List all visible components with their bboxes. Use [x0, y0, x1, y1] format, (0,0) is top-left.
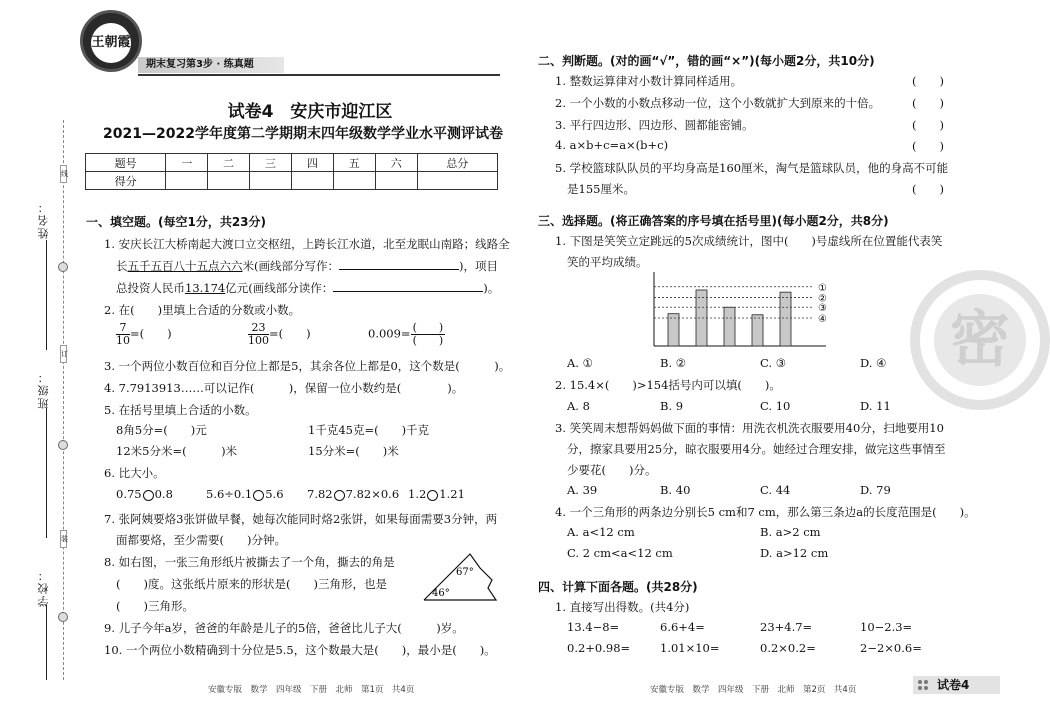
name-label: 姓名：	[37, 200, 50, 239]
q2-item-2	[248, 322, 311, 347]
torn-triangle-figure	[418, 550, 500, 606]
q1-answer-blank[interactable]	[333, 291, 483, 292]
chart-reference-label-1: ①	[818, 282, 827, 294]
score-cell[interactable]	[417, 172, 497, 190]
q1-text: 米(画线部分写作：	[242, 259, 339, 273]
calc-item: 1.01×10=	[660, 641, 720, 655]
class-fill-line	[46, 408, 47, 538]
q6-compare-1	[116, 487, 173, 501]
chart-bar-4	[752, 315, 763, 346]
q1-line1: 1. 安庆长江大桥南起大渡口立交枢纽，上跨长江水道，北至龙眠山南路；线路全	[104, 237, 510, 251]
score-cell[interactable]	[166, 172, 208, 190]
fraction	[116, 322, 130, 347]
q7-line1: 7. 张阿姨要烙3张饼做早餐，她每次能同时烙2张饼，如果每面需要3分钟，两	[104, 512, 498, 526]
choice-q3-option-c[interactable]: C. 44	[760, 483, 791, 497]
score-header-cell: 二	[208, 154, 250, 172]
q5-item: 1千克45克=( )千克	[308, 423, 430, 437]
footer-right: 安徽专版 数学 四年级 下册 北师 第2页 共4页	[650, 685, 857, 695]
score-header-cell: 总分	[417, 154, 497, 172]
score-cell[interactable]	[375, 172, 417, 190]
score-cell[interactable]	[333, 172, 375, 190]
binding-mark-bind: 装	[60, 530, 67, 548]
binding-mark-order: 订	[60, 345, 67, 363]
score-header-cell: 五	[333, 154, 375, 172]
choice-q2-option-c[interactable]: C. 10	[760, 399, 791, 413]
q8-line1: 8. 如右图，一张三角形纸片被撕去了一个角，撕去的角是	[104, 555, 395, 569]
score-header-cell: 题号	[86, 154, 166, 172]
header-rule	[138, 74, 500, 76]
brand-logo	[80, 10, 142, 72]
choice-q4-option-c[interactable]: C. 2 cm<a<12 cm	[567, 546, 673, 560]
calc-item: 0.2+0.98=	[567, 641, 631, 655]
score-header-cell: 六	[375, 154, 417, 172]
binding-mark-line: 线	[60, 165, 67, 183]
score-table	[85, 153, 498, 190]
chart-reference-label-4: ④	[818, 314, 827, 325]
q1-text: 亿元(画线部分读作：	[225, 281, 334, 295]
q2-prefix: 0.009=	[368, 326, 411, 341]
q2-suffix: =( )	[269, 326, 311, 341]
choice-q1-option-c[interactable]: C. ③	[760, 356, 787, 370]
chart-bar-5	[780, 292, 791, 346]
secret-watermark-glyph: 密	[934, 294, 1026, 386]
brand-logo-text: 王朝霞	[91, 23, 131, 63]
judge-item-2: 2. 一个小数的小数点移动一位，这个小数就扩大到原来的十倍。	[555, 96, 881, 110]
q2-item-3	[368, 322, 445, 347]
q1-line2	[116, 258, 498, 274]
choice-q1-line2: 笑的平均成绩。	[567, 255, 648, 269]
section3-heading: 三、选择题。(将正确答案的序号填在括号里)(每小题2分，共8分)	[538, 214, 889, 228]
class-label: 班级：	[37, 370, 50, 409]
footer-left: 安徽专版 数学 四年级 下册 北师 第1页 共4页	[208, 685, 415, 695]
choice-q2-option-b[interactable]: B. 9	[660, 399, 684, 413]
q10-text: 10. 一个两位小数精确到十分位是5.5，这个数最大是( )，最小是( )。	[104, 643, 496, 657]
choice-q2-text: 2. 15.4×( )>154括号内可以填( )。	[555, 378, 781, 392]
q5-text: 5. 在括号里填上合适的小数。	[104, 403, 257, 417]
q1-text: )，项目	[459, 259, 498, 273]
q7-line2: 面都要烙，至少需要( )分钟。	[116, 533, 286, 547]
score-cell[interactable]	[291, 172, 333, 190]
compare-circle[interactable]	[334, 490, 345, 501]
angle-label-46: 46°	[432, 588, 450, 599]
judge-item-5: 5. 学校篮球队队员的平均身高是160厘米，淘气是篮球队员，他的身高不可能	[555, 161, 949, 175]
section2-heading: 二、判断题。(对的画“√”，错的画“×”)(每小题2分，共10分)	[538, 54, 875, 68]
score-header-cell: 四	[291, 154, 333, 172]
q3-text: 3. 一个两位小数百位和百分位上都是5，其余各位上都是0，这个数是( )。	[104, 359, 511, 373]
judge-paren-3[interactable]: ( )	[912, 118, 944, 132]
review-banner: 期末复习第3步 · 练真题	[138, 57, 284, 73]
score-cell[interactable]	[250, 172, 292, 190]
chart-bar-3	[724, 307, 735, 346]
judge-paren-5[interactable]: ( )	[912, 182, 944, 196]
jump-distance-chart	[650, 270, 840, 348]
exam-title: 试卷4 安庆市迎江区	[227, 102, 393, 122]
q5-item: 8角5分=( )元	[116, 423, 207, 437]
name-fill-line	[46, 240, 47, 350]
choice-q1-option-d[interactable]: D. ④	[860, 356, 887, 370]
judge-paren-1[interactable]: ( )	[912, 74, 944, 88]
choice-q4-option-b[interactable]: B. a>2 cm	[760, 525, 821, 539]
binding-hole	[58, 440, 68, 450]
q1-text: 总投资人民币	[116, 281, 185, 295]
q6-compare-3	[307, 487, 399, 501]
chart-bar-1	[668, 314, 679, 346]
binding-dashed-line	[63, 120, 64, 680]
score-row-label: 得分	[86, 172, 166, 190]
q2-text: 2. 在( )里填上合适的分数或小数。	[104, 303, 301, 317]
chart-reference-label-2: ②	[818, 293, 827, 305]
compare-circle[interactable]	[253, 490, 264, 501]
chart-bar-2	[696, 290, 707, 346]
angle-label-67: 67°	[456, 567, 474, 578]
q8-line2: ( )度。这张纸片原来的形状是( )三角形，也是	[116, 577, 387, 591]
calc-item: 13.4−8=	[567, 620, 620, 634]
binding-hole	[58, 612, 68, 622]
denominator: 100	[248, 334, 269, 347]
calc-q1-text: 1. 直接写出得数。(共4分)	[555, 600, 690, 614]
fraction	[411, 322, 446, 347]
denominator: ( )	[412, 334, 444, 347]
calc-item: 6.6+4=	[660, 620, 705, 634]
calc-item: 10−2.3=	[860, 620, 913, 634]
compare-left: 1.2	[408, 487, 427, 501]
chart-reference-label-3: ③	[818, 303, 827, 315]
q6-compare-4	[408, 487, 465, 501]
q1-text: 长	[116, 259, 128, 273]
choice-q3-option-d[interactable]: D. 79	[860, 483, 891, 497]
judge-paren-4[interactable]: ( )	[912, 139, 944, 153]
choice-q2-option-d[interactable]: D. 11	[860, 399, 891, 413]
score-cell[interactable]	[208, 172, 250, 190]
compare-right: 5.6	[265, 487, 284, 501]
q5-item: 12米5分米=( )米	[116, 444, 238, 458]
score-table-header-row	[86, 154, 498, 172]
compare-circle[interactable]	[143, 490, 154, 501]
section4-heading: 四、计算下面各题。(共28分)	[538, 580, 698, 594]
q1-underlined-amount: 13.174	[185, 281, 226, 295]
score-header-cell: 一	[166, 154, 208, 172]
choice-q3-line1: 3. 笑笑周末想帮妈妈做下面的事情：用洗衣机洗衣服要用40分，扫地要用10	[555, 421, 944, 435]
q2-item-1	[116, 322, 172, 347]
compare-right: 1.21	[439, 487, 465, 501]
compare-right: 7.82×0.6	[345, 487, 400, 501]
judge-paren-2[interactable]: ( )	[912, 96, 944, 110]
secret-watermark	[910, 270, 1050, 410]
q6-text: 6. 比大小。	[104, 466, 165, 480]
numerator: ( )	[412, 321, 444, 334]
choice-q4-option-a[interactable]: A. a<12 cm	[567, 525, 635, 539]
q9-text: 9. 儿子今年a岁，爸爸的年龄是儿子的5倍，爸爸比儿子大( )岁。	[104, 621, 464, 635]
judge-item-3: 3. 平行四边形、四边形、圆都能密铺。	[555, 118, 754, 132]
choice-q1-option-a[interactable]: A. ①	[567, 356, 593, 370]
binding-hole	[58, 262, 68, 272]
choice-q4-text: 4. 一个三角形的两条边分别长5 cm和7 cm，那么第三条边a的长度范围是( )。	[555, 505, 976, 519]
school-label: 学校：	[37, 568, 50, 607]
calc-item: 2−2×0.6=	[860, 641, 922, 655]
choice-q2-option-a[interactable]: A. 8	[567, 399, 590, 413]
paper-tag: 试卷4	[913, 676, 1000, 694]
compare-left: 0.75	[116, 487, 142, 501]
calc-item: 23+4.7=	[760, 620, 813, 634]
q1-answer-blank[interactable]	[339, 269, 459, 270]
denominator: 10	[116, 334, 130, 347]
q4-text: 4. 7.7913913……可以记作( )，保留一位小数约是( )。	[104, 381, 464, 395]
exam-subtitle: 2021—2022学年度第二学期期末四年级数学学业水平测评试卷	[103, 126, 503, 142]
choice-q3-line2: 分，擦家具要用25分，晾衣服要用4分。她经过合理安排，做完这些事情至	[567, 442, 946, 456]
numerator: 7	[116, 322, 130, 335]
numerator: 23	[248, 322, 269, 335]
fraction	[248, 322, 269, 347]
score-header-cell: 三	[250, 154, 292, 172]
choice-q3-option-b[interactable]: B. 40	[660, 483, 691, 497]
score-table-score-row	[86, 172, 498, 190]
q8-line3: ( )三角形。	[116, 599, 194, 613]
q1-line3	[116, 280, 499, 296]
school-fill-line	[46, 605, 47, 680]
judge-item-5-cont: 是155厘米。	[567, 182, 635, 196]
section1-heading: 一、填空题。(每空1分，共23分)	[86, 215, 267, 229]
choice-q1-option-b[interactable]: B. ②	[660, 356, 687, 370]
compare-right: 0.8	[154, 487, 173, 501]
compare-left: 7.82	[307, 487, 333, 501]
judge-item-4: 4. a×b+c=a×(b+c)	[555, 138, 669, 152]
choice-q3-line3: 少要花( )分。	[567, 463, 657, 477]
choice-q3-option-a[interactable]: A. 39	[567, 483, 598, 497]
q1-text: )。	[483, 281, 500, 295]
q2-suffix: =( )	[130, 326, 172, 341]
choice-q1-line1: 1. 下图是笑笑立定跳远的5次成绩统计，图中( )号虚线所在位置能代表笑	[555, 234, 943, 248]
calc-item: 0.2×0.2=	[760, 641, 816, 655]
compare-left: 5.6÷0.1	[206, 487, 253, 501]
q1-underlined-length: 五千五百八十五点六六	[127, 259, 243, 273]
q6-compare-2	[206, 487, 284, 501]
paper-tag-dots-icon	[918, 680, 928, 690]
compare-circle[interactable]	[427, 490, 438, 501]
choice-q4-option-d[interactable]: D. a>12 cm	[760, 546, 829, 560]
q5-item: 15分米=( )米	[308, 444, 399, 458]
judge-item-1: 1. 整数运算律对小数计算同样适用。	[555, 74, 743, 88]
